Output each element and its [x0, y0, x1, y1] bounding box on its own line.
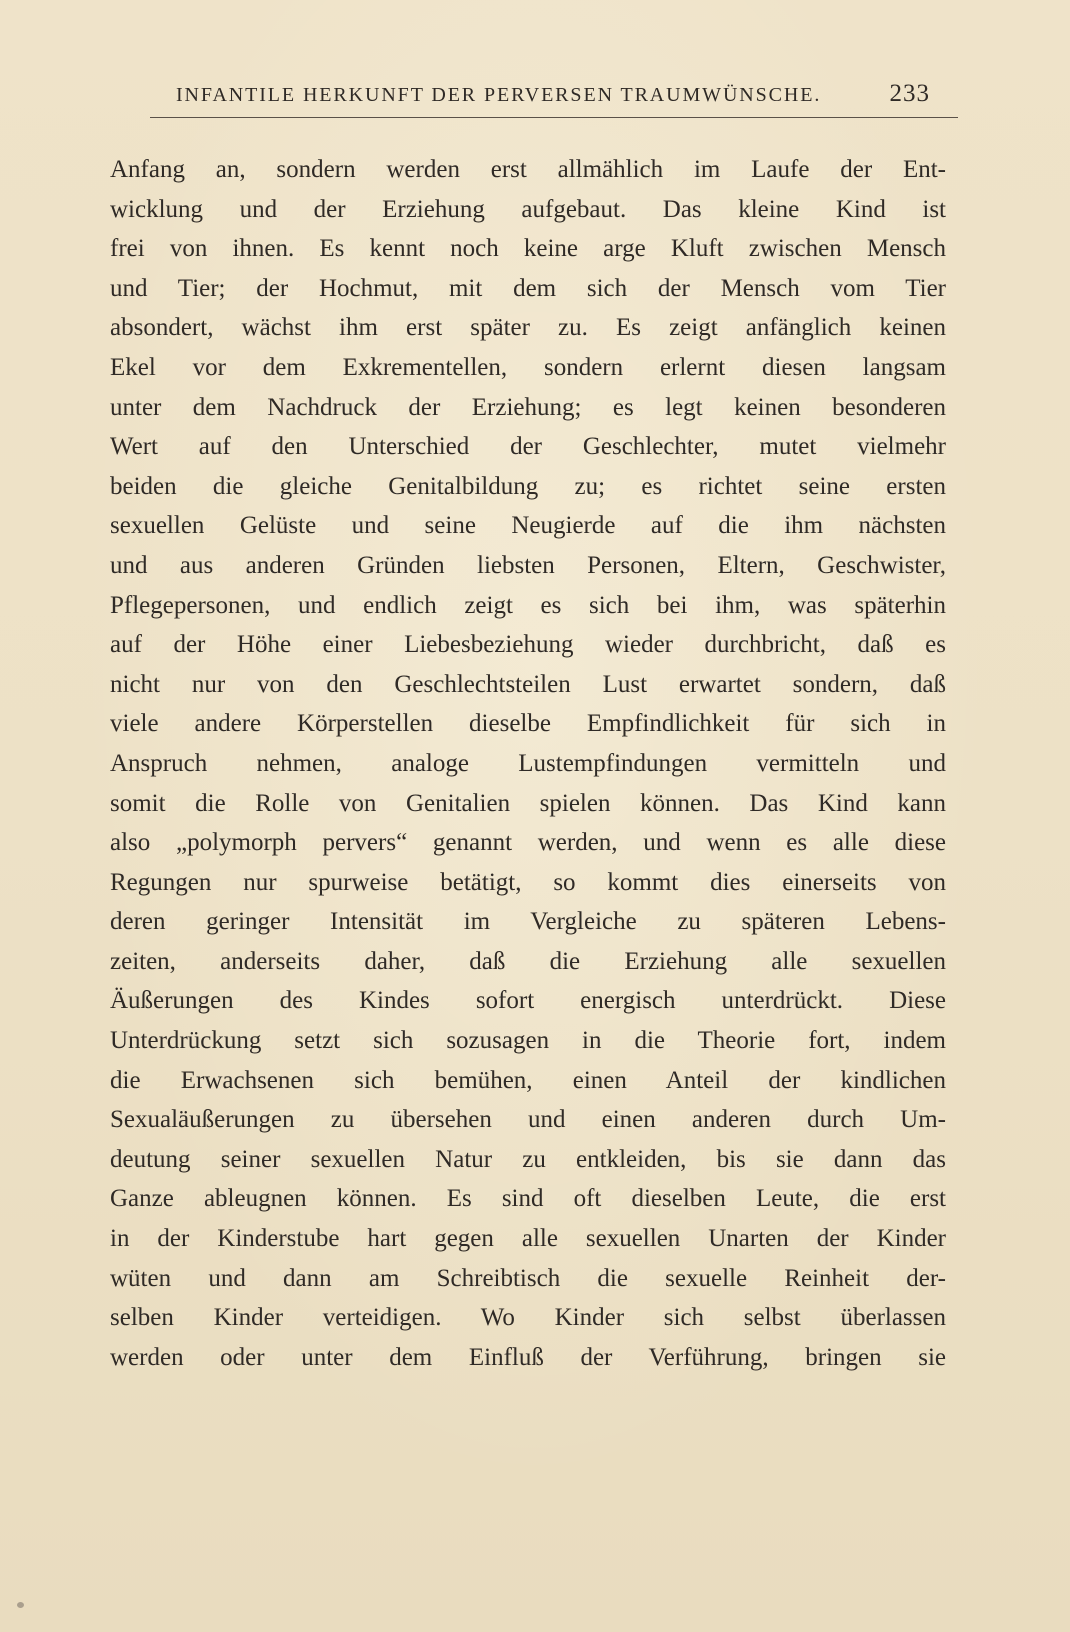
text-line: in der Kinderstube hart gegen alle sexuellen Unarten der Kinder	[110, 1225, 946, 1253]
text-line: Ekel vor dem Exkrementellen, sondern erlernt diesen langsam	[110, 353, 946, 381]
text-line: deutung seiner sexuellen Natur zu entkleiden, bis sie dann das	[110, 1145, 946, 1173]
header-rule	[150, 117, 958, 118]
text-line: nicht nur von den Geschlechtsteilen Lust erwartet sondern, daß	[110, 670, 946, 698]
text-line: Anfang an, sondern werden erst allmählich im Laufe der Ent-	[110, 156, 946, 183]
text-line: werden oder unter dem Einfluß der Verführung, bringen sie	[110, 1343, 946, 1371]
text-line: und Tier; der Hochmut, mit dem sich der Mensch vom Tier	[110, 274, 946, 302]
running-head	[176, 80, 936, 114]
text-line: wüten und dann am Schreibtisch die sexuelle Reinheit der-	[110, 1264, 946, 1292]
text-line: Äußerungen des Kindes sofort energisch unterdrückt. Diese	[110, 987, 946, 1015]
text-line: also „polymorph pervers“ genannt werden, und wenn es alle diese	[110, 829, 946, 857]
text-line: viele andere Körperstellen dieselbe Empfindlichkeit für sich in	[110, 710, 946, 738]
text-line: Regungen nur spurweise betätigt, so kommt dies einerseits von	[110, 868, 946, 896]
text-line: auf der Höhe einer Liebesbeziehung wieder durchbricht, daß es	[110, 631, 946, 659]
text-line: unter dem Nachdruck der Erziehung; es legt keinen besonderen	[110, 393, 946, 421]
text-line: frei von ihnen. Es kennt noch keine arge Kluft zwischen Mensch	[110, 235, 946, 263]
text-line: und aus anderen Gründen liebsten Personen, Eltern, Geschwister,	[110, 551, 946, 579]
text-line: sexuellen Gelüste und seine Neugierde auf die ihm nächsten	[110, 512, 946, 540]
text-line: Pflegepersonen, und endlich zeigt es sich bei ihm, was späterhin	[110, 591, 946, 619]
running-title: INFANTILE HERKUNFT DER PERVERSEN TRAUMWÜNSCHE.	[176, 84, 822, 106]
text-line: wicklung und der Erziehung aufgebaut. Das kleine Kind ist	[110, 195, 946, 223]
text-line: Wert auf den Unterschied der Geschlechter, mutet vielmehr	[110, 433, 946, 461]
body-text	[110, 150, 946, 1377]
text-line: Sexualäußerungen zu übersehen und einen anderen durch Um-	[110, 1106, 946, 1134]
text-line: selben Kinder verteidigen. Wo Kinder sich selbst überlassen	[110, 1304, 946, 1332]
text-line: absondert, wächst ihm erst später zu. Es zeigt anfänglich keinen	[110, 314, 946, 342]
text-line: Anspruch nehmen, analoge Lustempfindungen vermitteln und	[110, 749, 946, 777]
text-line: die Erwachsenen sich bemühen, einen Anteil der kindlichen	[110, 1066, 946, 1094]
text-line: zeiten, anderseits daher, daß die Erziehung alle sexuellen	[110, 947, 946, 975]
paper-speck	[17, 1602, 24, 1608]
text-line: beiden die gleiche Genitalbildung zu; es richtet seine ersten	[110, 472, 946, 500]
page-number: 233	[889, 80, 930, 107]
text-line: somit die Rolle von Genitalien spielen können. Das Kind kann	[110, 789, 946, 817]
text-line: Unterdrückung setzt sich sozusagen in die Theorie fort, indem	[110, 1027, 946, 1055]
text-line: Ganze ableugnen können. Es sind oft dieselben Leute, die erst	[110, 1185, 946, 1213]
text-line: deren geringer Intensität im Vergleiche zu späteren Lebens-	[110, 908, 946, 936]
